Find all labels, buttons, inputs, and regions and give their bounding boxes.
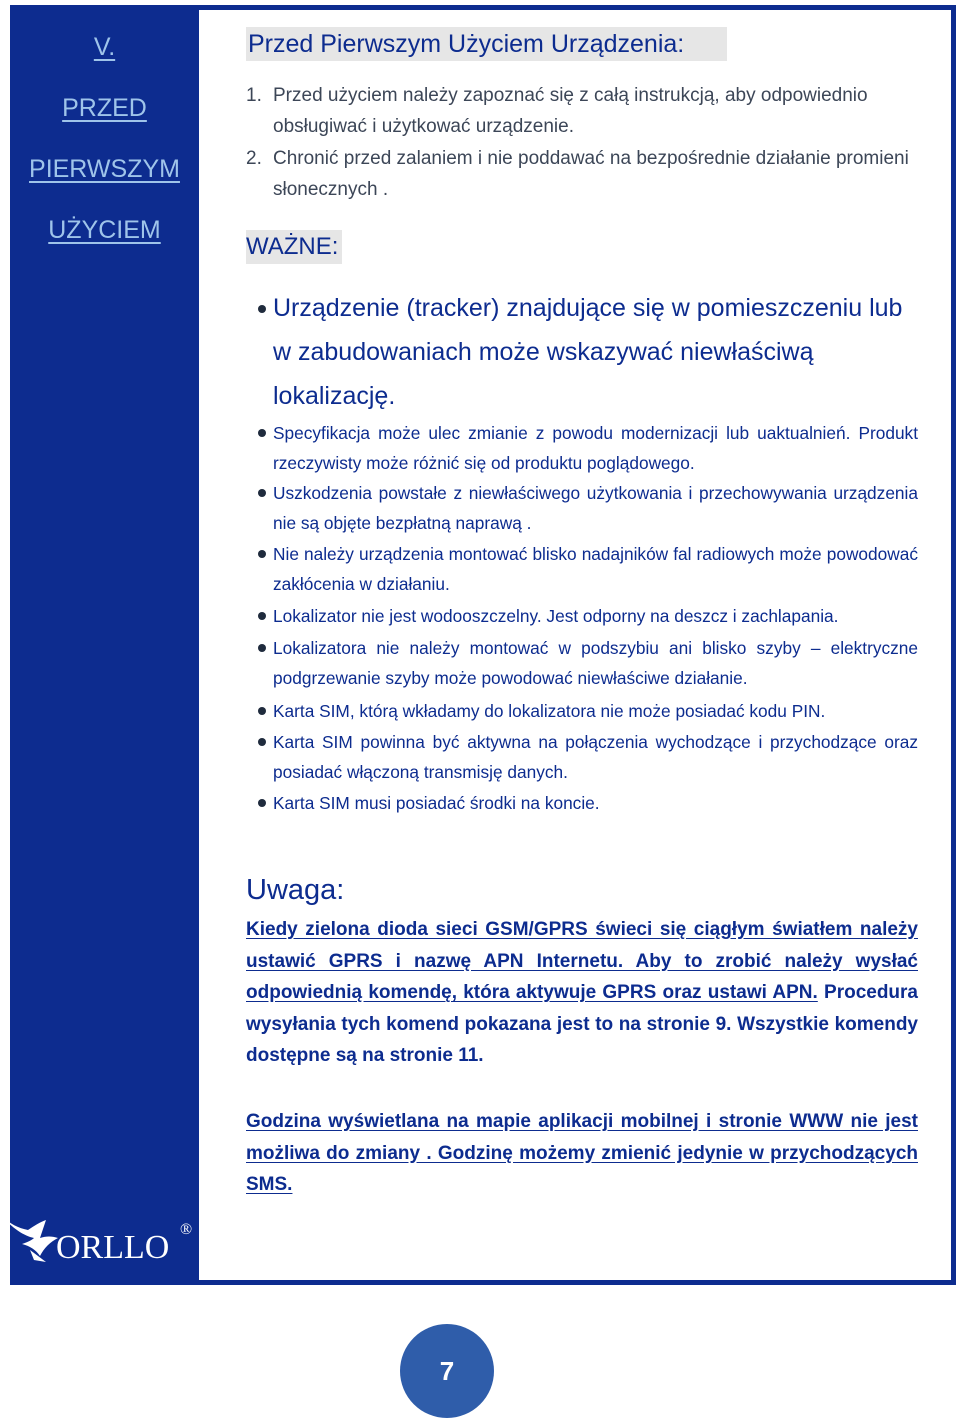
step-2-number: 2.	[246, 148, 262, 169]
bullet-dot	[258, 707, 266, 715]
bullet-dot	[258, 550, 266, 558]
list-item	[258, 601, 918, 631]
section-title-line-3: UŻYCIEM	[48, 216, 161, 244]
list-item	[258, 418, 918, 478]
orllo-logo	[0, 1210, 199, 1266]
step-1	[246, 80, 918, 142]
sidebar	[10, 5, 199, 1285]
page-number: 7	[400, 1324, 494, 1418]
step-1-number: 1.	[246, 85, 262, 106]
note-title: Uwaga:	[246, 874, 345, 906]
list-item-text: Karta SIM musi posiadać środki na koncie.	[273, 793, 600, 813]
bullet-dot	[258, 644, 266, 652]
logo-text: ORLLO	[56, 1229, 170, 1266]
list-item-text: Uszkodzenia powstałe z niewłaściwego użytkowania i przechowywania urządzenia nie są objęte bezpłatną naprawą .	[273, 483, 918, 533]
bullet-dot	[258, 429, 266, 437]
list-item	[258, 633, 918, 693]
bullet-dot	[258, 489, 266, 497]
list-item-text: Lokalizator nie jest wodooszczelny. Jest odporny na deszcz i zachlapania.	[273, 606, 839, 626]
bullet-dot	[258, 738, 266, 746]
list-item	[258, 539, 918, 599]
section-title-line-2: PIERWSZYM	[29, 155, 180, 183]
registered-mark: ®	[180, 1221, 193, 1238]
list-item	[258, 788, 918, 818]
step-2-text: Chronić przed zalaniem i nie poddawać na bezpośrednie działanie promieni słonecznych .	[273, 148, 909, 200]
bullet-dot	[258, 799, 266, 807]
list-item-text: Lokalizatora nie należy montować w podszybiu ani blisko szyby – elektryczne podgrzewanie szyby może powodować niewłaściwe działanie.	[273, 638, 918, 688]
step-2	[246, 143, 918, 205]
list-item-text: Karta SIM powinna być aktywna na połączenia wychodzące i przychodzące oraz posiadać włączoną transmisję danych.	[273, 732, 918, 782]
bullet-dot	[258, 612, 266, 620]
important-label: WAŻNE:	[246, 230, 342, 264]
note-paragraph-1-rest: Procedura wysyłania tych komend pokazana jest to na stronie 9. Wszystkie komendy dostępne są na stronie 11.	[246, 982, 918, 1067]
list-item-text: Karta SIM, którą wkładamy do lokalizatora nie może posiadać kodu PIN.	[273, 701, 826, 721]
list-item	[258, 727, 918, 787]
list-item-text: Nie należy urządzenia montować blisko nadajników fal radiowych może powodować zakłócenia w działaniu.	[273, 544, 918, 594]
important-bullet	[258, 286, 918, 418]
step-1-text: Przed użyciem należy zapoznać się z całą instrukcją, aby odpowiednio obsługiwać i użytkować urządzenie.	[273, 85, 868, 137]
bullet-dot	[258, 305, 266, 313]
note-paragraph-2: Godzina wyświetlana na mapie aplikacji mobilnej i stronie WWW nie jest możliwa do zmiany . Godzinę możemy zmienić jedynie w przychodzących SMS.	[246, 1111, 918, 1196]
page-heading: Przed Pierwszym Użyciem Urządzenia:	[246, 27, 727, 61]
important-text: Urządzenie (tracker) znajdujące się w pomieszczeniu lub w zabudowaniach może wskazywać niewłaściwą lokalizację.	[273, 294, 903, 410]
list-item-text: Specyfikacja może ulec zmianie z powodu modernizacji lub uaktualnień. Produkt rzeczywisty może różnić się od produktu poglądowego.	[273, 423, 918, 473]
note-paragraph-1-underlined: Kiedy zielona dioda sieci GSM/GPRS świeci się ciągłym światłem należy ustawić GPRS i nazwę APN Internetu. Aby to zrobić należy wysłać odpowiednią komendę, która aktywuje GPRS oraz ustawi APN.	[246, 919, 918, 1004]
list-item	[258, 696, 918, 726]
section-number: V.	[93, 33, 116, 61]
eagle-icon	[2, 1216, 58, 1262]
list-item	[258, 478, 918, 538]
section-title-line-1: PRZED	[62, 94, 147, 122]
section-title	[10, 17, 199, 261]
note-paragraph-1	[246, 914, 918, 1072]
